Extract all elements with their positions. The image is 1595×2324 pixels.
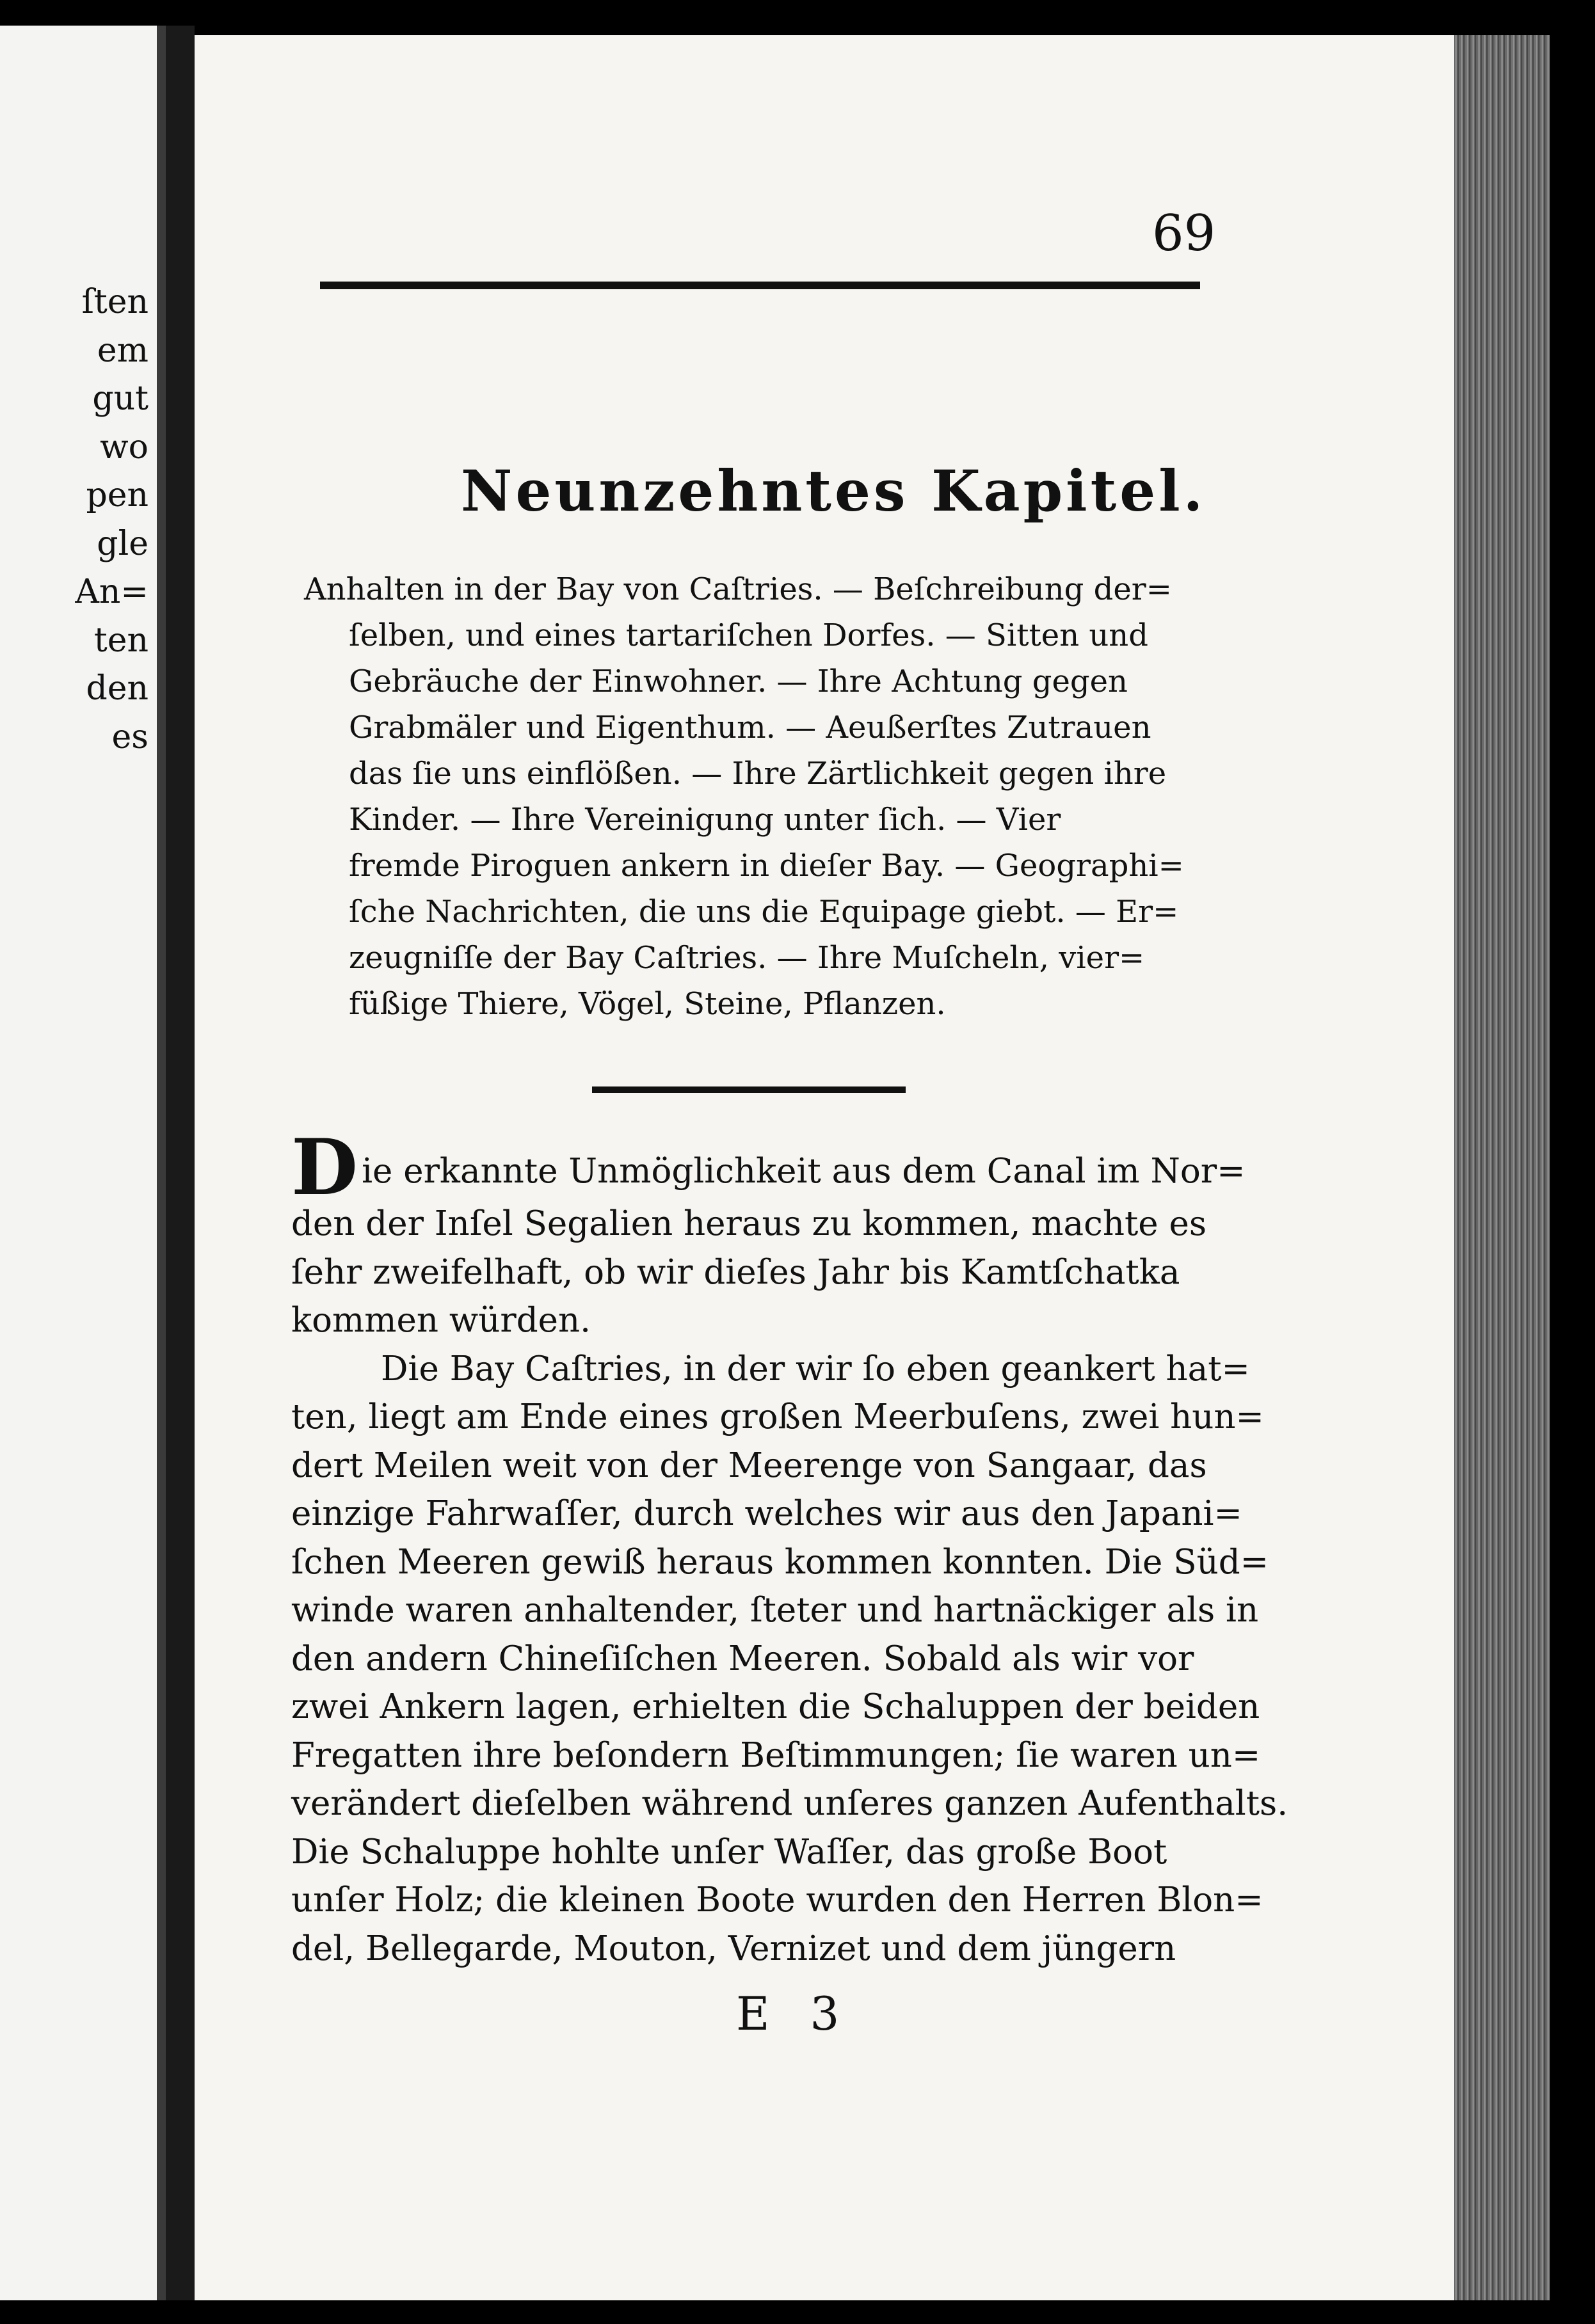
body-line: einzige Fahrwaſſer, durch welches wir aus den Japani= — [291, 1494, 1242, 1533]
previous-page-line: ſten — [81, 283, 148, 321]
summary-line: ſelben, und eines tartariſchen Dorfes. — Sitten und — [349, 617, 1148, 653]
summary-line: Gebräuche der Einwohner. — Ihre Achtung gegen — [349, 664, 1128, 699]
previous-page-line: es — [111, 717, 148, 756]
previous-page-line: gle — [97, 524, 148, 563]
body-line: unſer Holz; die kleinen Boote wurden den Herren Blon= — [291, 1881, 1263, 1920]
body-line: ten, liegt am Ende eines großen Meerbuſens, zwei hun= — [291, 1397, 1264, 1437]
body-line: Fregatten ihre beſondern Beſtimmungen; ſie waren un= — [291, 1735, 1261, 1775]
body-line: den der Inſel Segalien heraus zu kommen, machte es — [291, 1204, 1207, 1243]
body-line: Die Bay Caſtries, in der wir ſo eben geankert hat= — [381, 1349, 1250, 1389]
page-edges — [1454, 35, 1550, 2300]
body-line: verändert dieſelben während unſeres ganzen Aufenthalts. — [291, 1784, 1288, 1823]
section-divider-rule — [592, 1086, 906, 1093]
body-line: dert Meilen weit von der Meerenge von Sangaar, das — [291, 1445, 1207, 1485]
summary-line: füßige Thiere, Vögel, Steine, Pflanzen. — [349, 986, 946, 1022]
body-first-line — [291, 1122, 1246, 1213]
body-line: ſchen Meeren gewiß heraus kommen konnten. Die Süd= — [291, 1542, 1269, 1582]
summary-line: Anhalten in der Bay von Caſtries. — Beſchreibung der= — [304, 571, 1172, 607]
summary-line: das ſie uns einflößen. — Ihre Zärtlichkeit gegen ihre — [349, 756, 1167, 792]
previous-page-line: em — [97, 331, 148, 370]
body-line: ſehr zweifelhaft, ob wir dieſes Jahr bis Kamtſchatka — [291, 1252, 1180, 1292]
book-gutter — [166, 26, 195, 2300]
body-line: winde waren anhaltender, ſteter und hartnäckiger als in — [291, 1591, 1259, 1630]
chapter-title: Neunzehntes Kapitel. — [461, 458, 1206, 524]
previous-page-line: gut — [92, 379, 148, 418]
chapter-summary — [304, 566, 1190, 1027]
previous-page-line-ends — [0, 278, 154, 761]
summary-line: zeugniſſe der Bay Caſtries. — Ihre Muſcheln, vier= — [349, 940, 1145, 976]
header-rule — [320, 282, 1200, 289]
previous-page-edge — [0, 26, 166, 2300]
previous-page-line: An= — [75, 573, 148, 611]
body-line: kommen würden. — [291, 1301, 591, 1340]
body-line: zwei Ankern lagen, erhielten die Schaluppen der beiden — [291, 1687, 1260, 1726]
body-line: den andern Chineſiſchen Meeren. Sobald als wir vor — [291, 1639, 1194, 1678]
summary-line: Kinder. — Ihre Vereinigung unter ſich. — Vier — [349, 802, 1061, 838]
first-line-text: ie erkannte Unmöglichkeit aus dem Canal im Nor= — [362, 1152, 1246, 1191]
summary-line: ſche Nachrichten, die uns die Equipage giebt. — Er= — [349, 894, 1179, 930]
previous-page-line: wo — [100, 427, 148, 466]
previous-page-line: den — [86, 669, 148, 708]
drop-cap: D — [291, 1122, 358, 1213]
summary-line: Grabmäler und Eigenthum. — Aeußerſtes Zutrauen — [349, 710, 1151, 745]
body-line: del, Bellegarde, Mouton, Vernizet und dem jüngern — [291, 1929, 1176, 1968]
printer-signature: E 3 — [736, 1987, 853, 2041]
body-line: Die Schaluppe hohlte unſer Waſſer, das große Boot — [291, 1832, 1167, 1872]
summary-line: fremde Piroguen ankern in dieſer Bay. — Geographi= — [349, 848, 1184, 884]
body-text — [291, 1122, 1288, 1973]
previous-page-line: pen — [86, 476, 148, 514]
page-number: 69 — [1152, 205, 1216, 262]
previous-page-line: ten — [93, 621, 148, 660]
